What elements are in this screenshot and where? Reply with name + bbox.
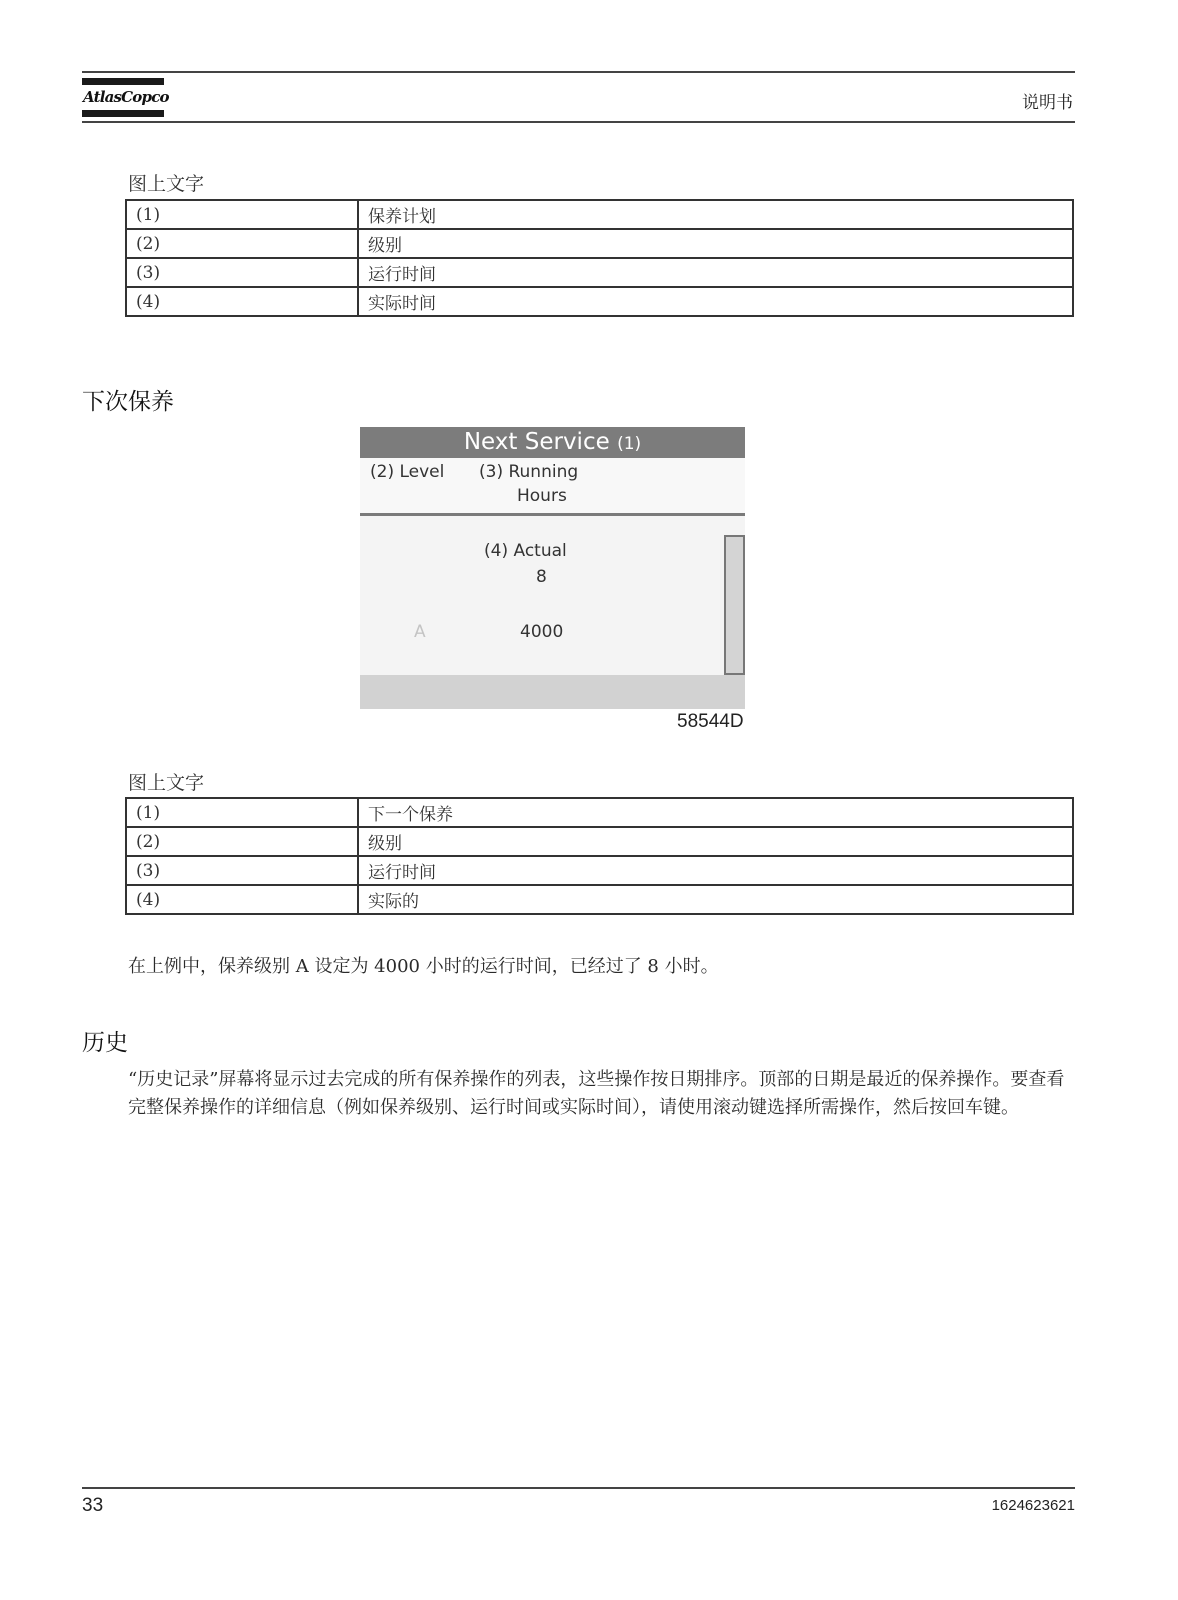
- section-heading-history: 历史: [82, 1030, 128, 1056]
- footer-rule: [82, 1487, 1075, 1489]
- legend-caption-2: 图上文字: [128, 772, 205, 794]
- history-paragraph: “历史记录”屏幕将显示过去完成的所有保养操作的列表，这些操作按日期排序。顶部的日期是最近的保养操作。要查看完整保养操作的详细信息（例如保养级别、运行时间或实际时间），请使用滚动键选择所需操作，然后按回车键。: [128, 1069, 1065, 1118]
- section-heading-next-service: 下次保养: [82, 389, 174, 415]
- table-row: [126, 827, 1073, 856]
- level-column-label: (2) Level: [370, 462, 445, 482]
- legend-key: (1): [126, 798, 358, 827]
- table-row: [126, 798, 1073, 827]
- running-hours-value: 4000: [520, 622, 564, 642]
- doc-type-label: 说明书: [1022, 93, 1073, 113]
- legend-value: 实际的: [358, 885, 1073, 914]
- screen-scrollbar[interactable]: [724, 535, 745, 675]
- screen-title-callout: (1): [617, 434, 642, 454]
- document-number: 1624623621: [991, 1497, 1075, 1514]
- service-level-value: A: [414, 622, 426, 642]
- table-row: [126, 856, 1073, 885]
- legend-value: 级别: [358, 827, 1073, 856]
- actual-label: (4) Actual: [484, 541, 567, 561]
- atlas-copco-logo: [82, 78, 169, 120]
- legend-table-1: [125, 199, 1074, 317]
- screen-title-bar: [360, 427, 745, 458]
- table-row: [126, 258, 1073, 287]
- table-row: [126, 885, 1073, 914]
- legend-caption-1: 图上文字: [128, 173, 205, 195]
- legend-key: (1): [126, 200, 358, 229]
- legend-table-2: [125, 797, 1074, 915]
- legend-key: (4): [126, 885, 358, 914]
- screen-column-header: [360, 458, 745, 516]
- legend-value: 级别: [358, 229, 1073, 258]
- logo-bar-top: [82, 78, 164, 85]
- page-number: 33: [82, 1495, 104, 1516]
- legend-value: 运行时间: [358, 856, 1073, 885]
- logo-wordmark: AtlasCopco: [83, 88, 169, 106]
- table-row: [126, 200, 1073, 229]
- example-paragraph: 在上例中，保养级别 A 设定为 4000 小时的运行时间，已经过了 8 小时。: [128, 956, 719, 977]
- legend-key: (4): [126, 287, 358, 316]
- screen-footer-bar: [360, 675, 745, 709]
- legend-key: (2): [126, 827, 358, 856]
- table-row: [126, 287, 1073, 316]
- figure-id: 58544D: [677, 711, 744, 732]
- screen-title: Next Service: [463, 429, 610, 455]
- header-rule-bottom: [82, 121, 1075, 123]
- legend-value: 运行时间: [358, 258, 1073, 287]
- logo-bar-bottom: [82, 110, 164, 117]
- legend-key: (2): [126, 229, 358, 258]
- legend-key: (3): [126, 258, 358, 287]
- header-rule-top: [82, 71, 1075, 73]
- legend-key: (3): [126, 856, 358, 885]
- legend-value: 保养计划: [358, 200, 1073, 229]
- actual-value: 8: [536, 567, 547, 587]
- next-service-screen: [360, 427, 745, 709]
- running-column-label: (3) Running: [479, 462, 579, 482]
- table-row: [126, 229, 1073, 258]
- hours-column-label: Hours: [517, 486, 567, 506]
- legend-value: 实际时间: [358, 287, 1073, 316]
- legend-value: 下一个保养: [358, 798, 1073, 827]
